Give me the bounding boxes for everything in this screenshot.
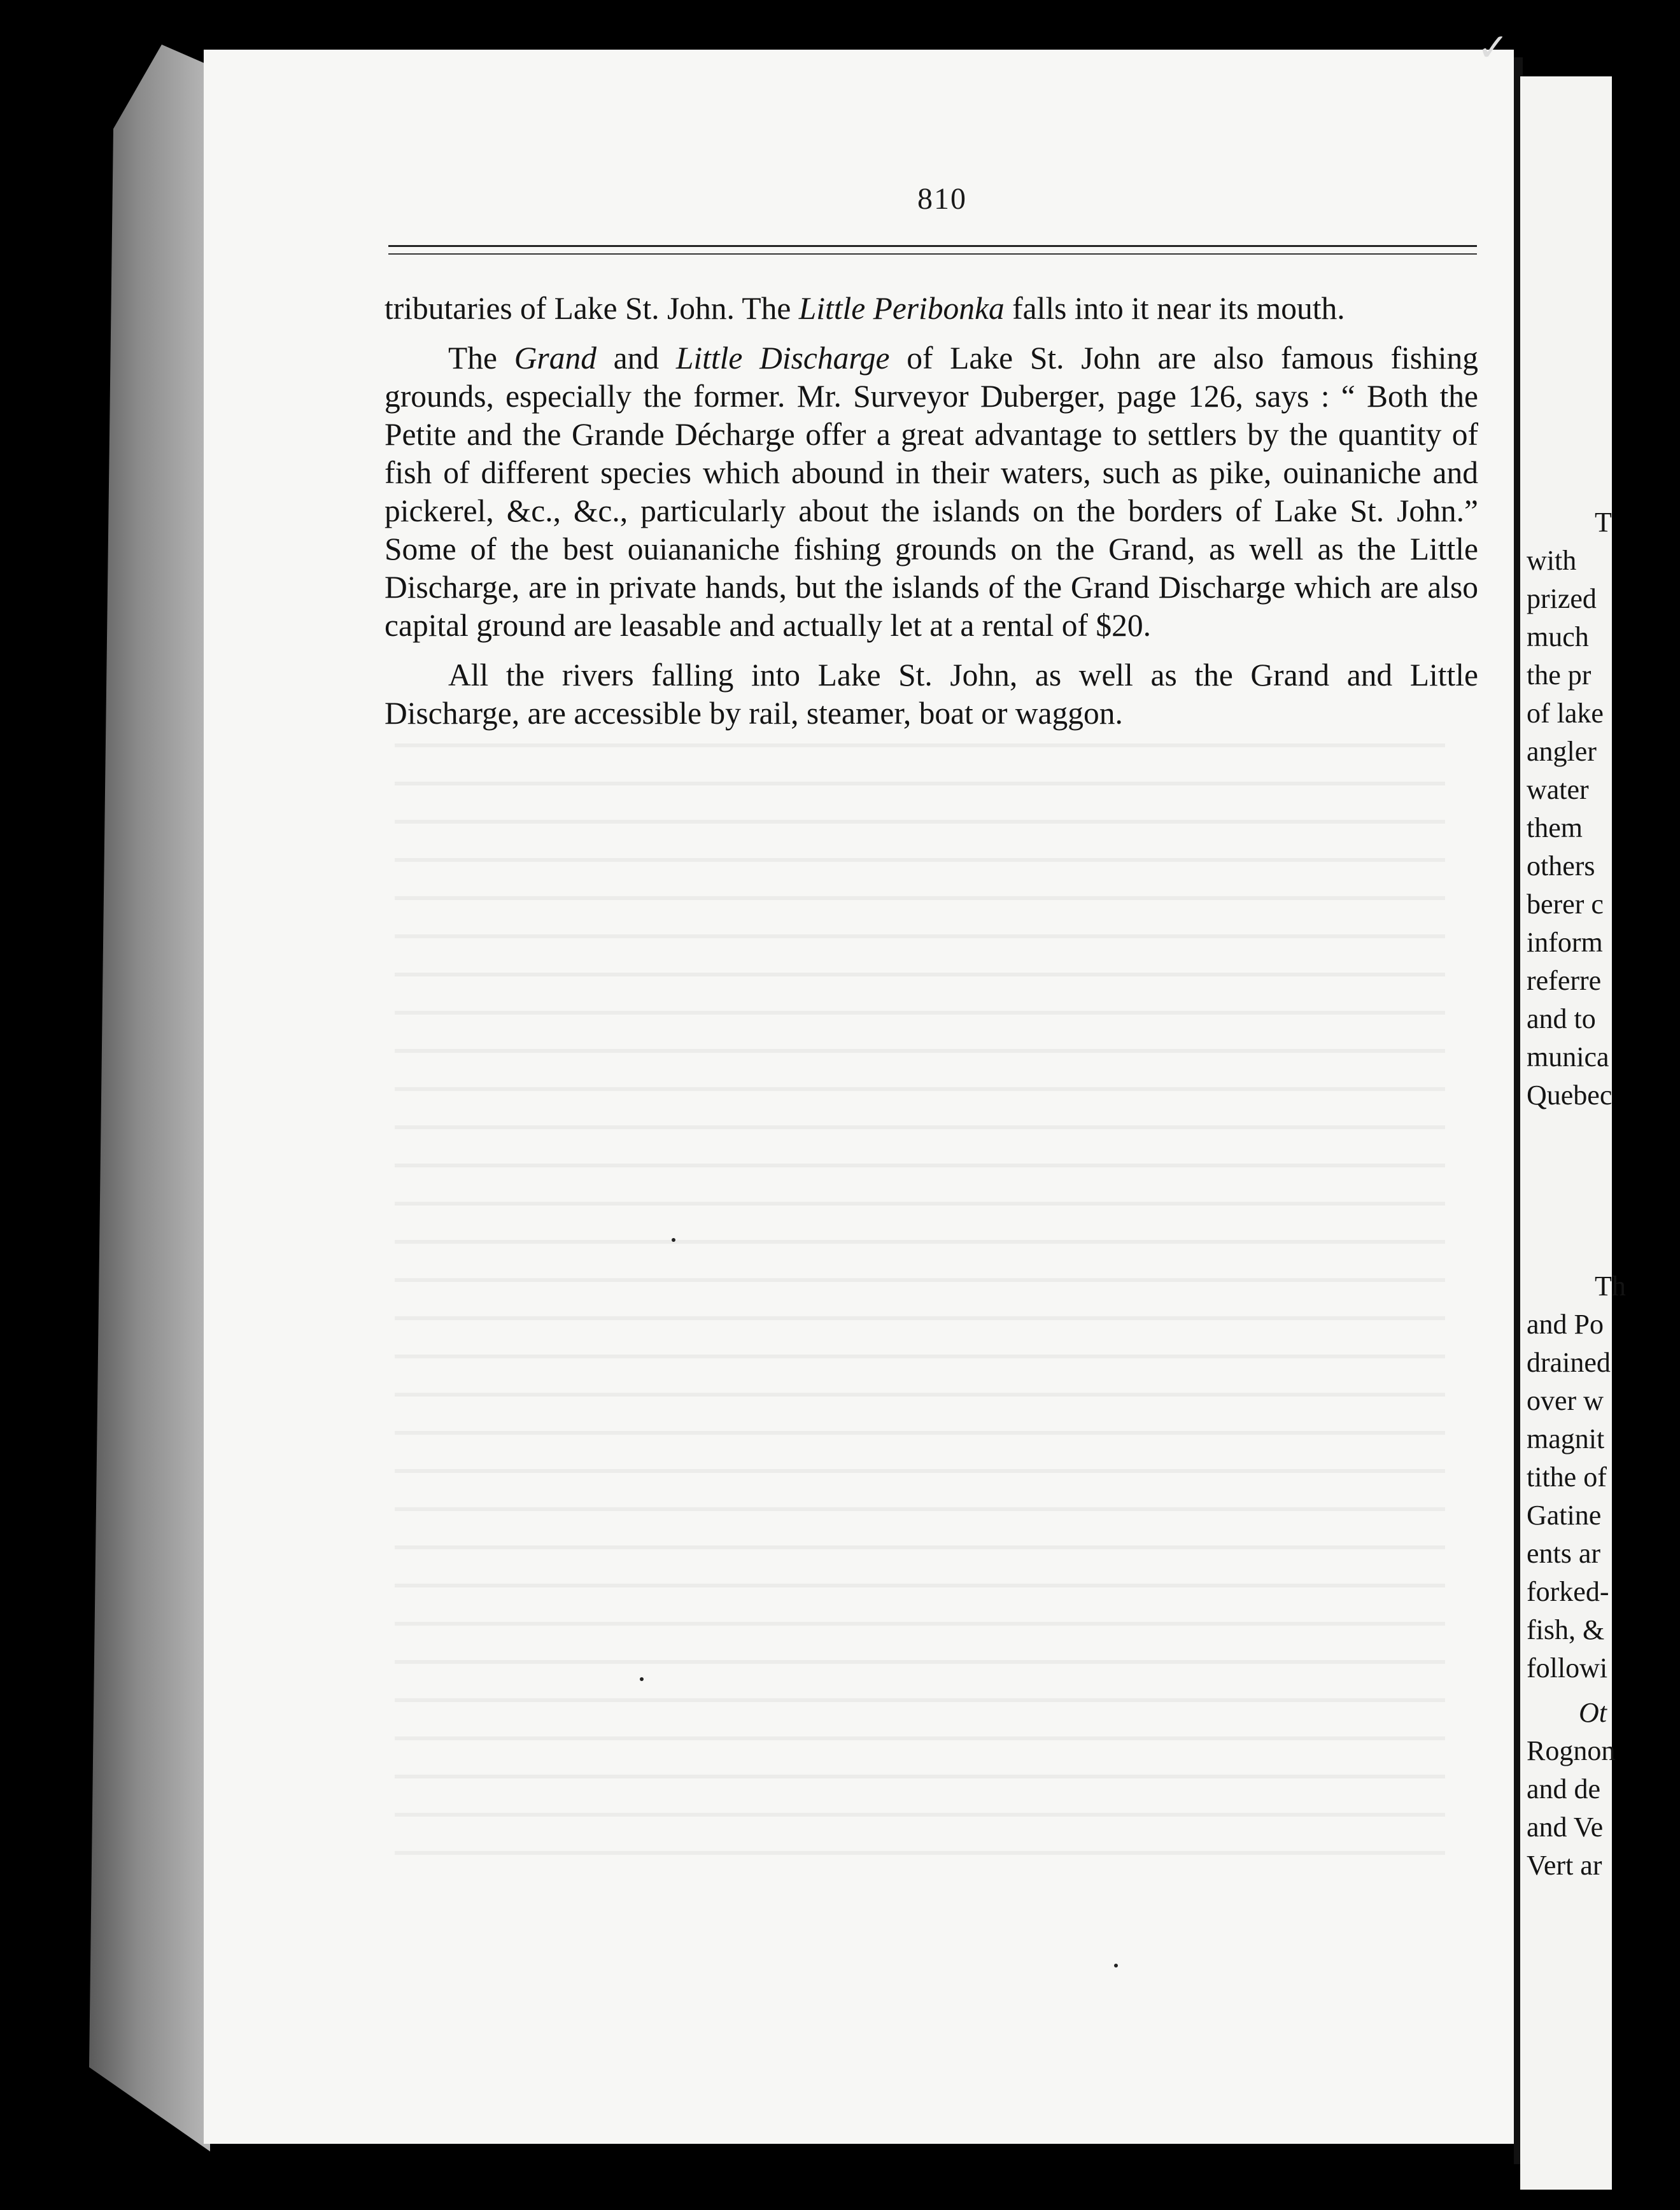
next-page-line: much <box>1527 621 1589 652</box>
text-run: falls into it near its mouth. <box>1004 291 1345 326</box>
speck <box>640 1677 644 1681</box>
next-page-line: drained <box>1527 1347 1611 1378</box>
next-page-line: berer c <box>1527 889 1604 920</box>
next-page-line: angler <box>1527 736 1597 767</box>
next-page-line: others <box>1527 850 1595 882</box>
next-page-line: forked- <box>1527 1576 1609 1607</box>
text-run: The <box>448 341 514 376</box>
next-page-line: tithe of <box>1527 1461 1607 1493</box>
next-page-line: Quebec <box>1527 1080 1613 1111</box>
next-page-line: Rognon <box>1527 1735 1616 1766</box>
page-body <box>385 290 1478 744</box>
next-page-line: followi <box>1527 1652 1608 1684</box>
next-page-line: magnit <box>1527 1423 1605 1454</box>
next-page-line: T <box>1595 507 1612 538</box>
next-page-line: water <box>1527 774 1589 805</box>
next-page-line: Th <box>1595 1270 1626 1302</box>
next-page-line: and de <box>1527 1773 1601 1805</box>
header-rule <box>388 245 1477 247</box>
text-run: of Lake St. John are also famous fishing grounds, especially the former. Mr. Surveyor Duberger, page 126, says : “ Both the Petite and the Grande Décharge offer a great advantage to settlers by the quantity of fish of different species which abound in their waters, such as pike, ouinaniche and pickerel, &c., &c., particularly about the islands on the borders of Lake St. John.” Some of the best ouiananiche fishing grounds on the Grand, as well as the Little Discharge, are in private hands, but the islands of the Grand Discharge which are also capital ground are leasable and actually let at a rental of $20. <box>385 341 1478 643</box>
next-page-line: Ot <box>1579 1697 1607 1728</box>
next-page-line: munica <box>1527 1041 1609 1073</box>
next-page-line: the pr <box>1527 659 1592 691</box>
text-run: All the rivers falling into Lake St. John, as well as the Grand and Little Discharge, are accessible by rail, steamer, boat or waggon. <box>385 658 1478 731</box>
text-run: and <box>596 341 676 376</box>
next-page-line: and Ve <box>1527 1812 1604 1843</box>
next-page-line: ents ar <box>1527 1538 1601 1569</box>
next-page-line: fish, & <box>1527 1614 1605 1645</box>
next-page-line: inform <box>1527 927 1603 958</box>
italic-term: Little Discharge <box>675 341 890 376</box>
text-run: tributaries of Lake St. John. The <box>385 291 799 326</box>
next-page-line: them <box>1527 812 1583 843</box>
next-page-line: Vert ar <box>1527 1850 1602 1881</box>
speck <box>672 1238 675 1242</box>
next-page-line: and Po <box>1527 1309 1604 1340</box>
next-page-line: of lake <box>1527 698 1604 729</box>
next-page-line: over w <box>1527 1385 1604 1416</box>
italic-term: Grand <box>514 341 596 376</box>
speck <box>1114 1964 1118 1967</box>
bleed-through-text <box>395 719 1445 1865</box>
next-page-line: and to <box>1527 1003 1596 1034</box>
italic-term: Little Peribonka <box>798 291 1005 326</box>
paragraph <box>385 290 1478 328</box>
paragraph <box>385 339 1478 645</box>
page-number: 810 <box>917 182 967 216</box>
corner-mark: ✓ <box>1477 27 1509 69</box>
header-rule-lower <box>388 253 1477 255</box>
next-page-line: Gatine <box>1527 1500 1602 1531</box>
next-page-line: prized <box>1527 583 1597 614</box>
next-page-line: with <box>1527 545 1577 576</box>
next-page-line: referre <box>1527 965 1602 996</box>
paragraph <box>385 656 1478 733</box>
